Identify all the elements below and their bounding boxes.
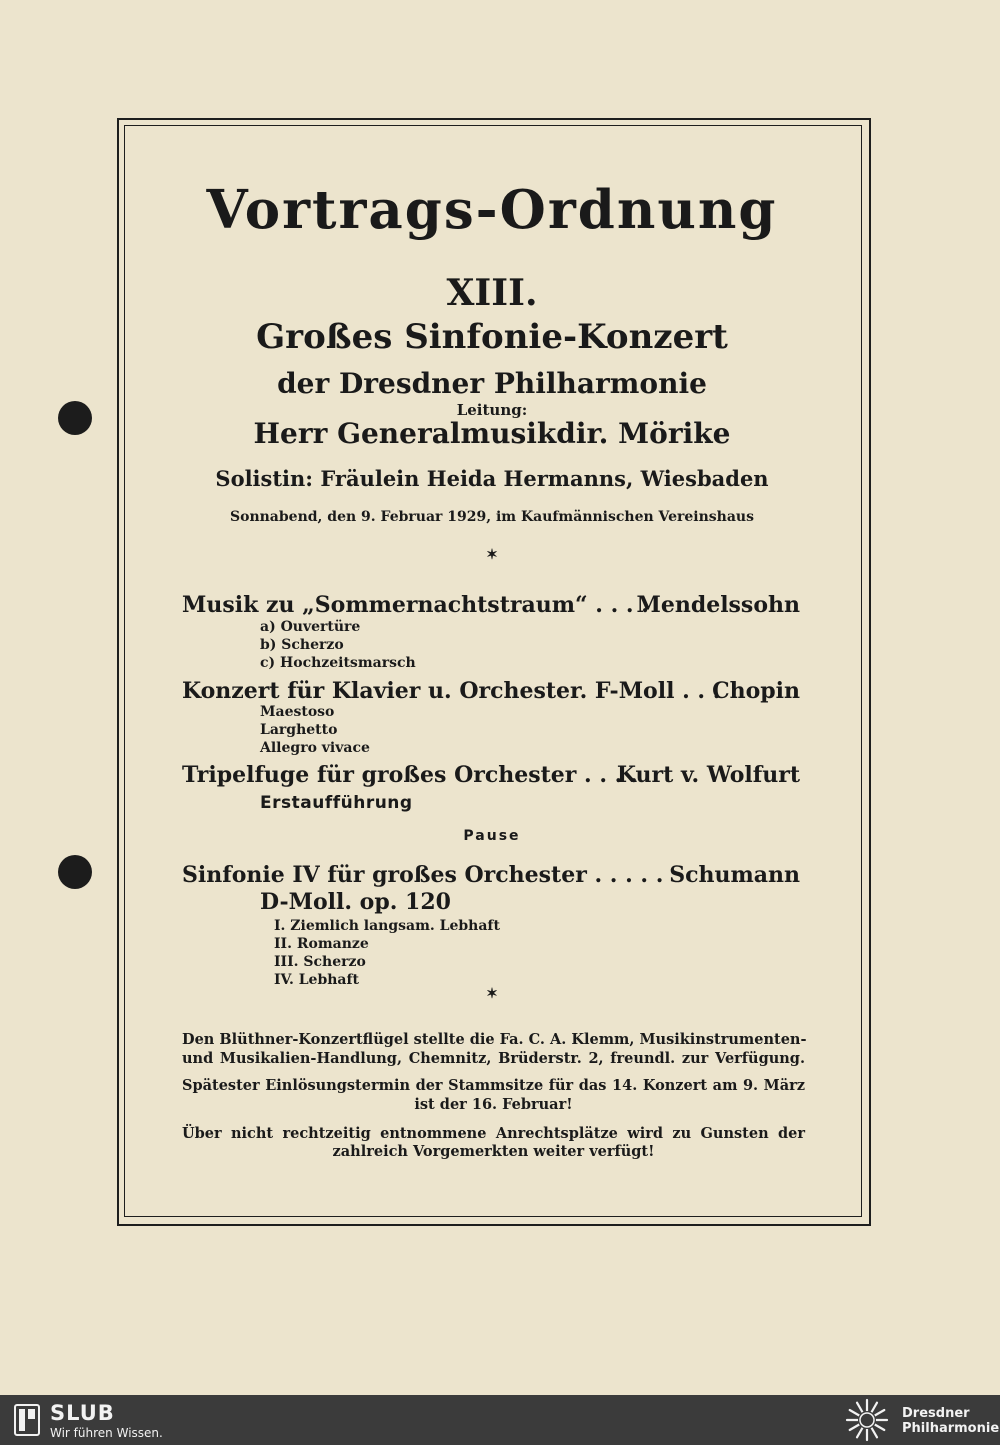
date-venue: Sonnabend, den 9. Februar 1929, im Kaufmännischen Vereinshaus xyxy=(230,509,754,525)
work-title: Musik zu „Sommernachtstraum“ . . . . xyxy=(182,592,649,618)
pause-label: Pause xyxy=(463,828,521,844)
program-title: Vortrags-Ordnung xyxy=(206,179,778,241)
punch-hole xyxy=(58,401,92,435)
separator-star: ✶ xyxy=(486,547,498,563)
movement: c) Hochzeitsmarsch xyxy=(260,655,416,671)
note-line: Über nicht rechtzeitig entnommene Anrechtsplätze wird zu Gunsten der xyxy=(182,1125,805,1142)
movement: b) Scherzo xyxy=(260,637,344,653)
note-line: zahlreich Vorgemerkten weiter verfügt! xyxy=(332,1143,655,1160)
work-subtitle: D-Moll. op. 120 xyxy=(260,889,451,915)
movement: I. Ziemlich langsam. Lebhaft xyxy=(274,918,500,934)
library-name: SLUB xyxy=(50,1401,115,1425)
note-line: ist der 16. Februar! xyxy=(414,1096,573,1113)
separator-star: ✶ xyxy=(486,986,498,1002)
note-line: Den Blüthner-Konzertflügel stellte die Fa. C. A. Klemm, Musikinstrumenten- xyxy=(182,1031,807,1048)
program-content xyxy=(126,127,858,1213)
partner-name xyxy=(902,1406,999,1436)
movement: Larghetto xyxy=(260,722,338,738)
movement: IV. Lebhaft xyxy=(274,972,359,988)
philharmonie-logo-icon xyxy=(842,1397,892,1443)
work-composer: Schumann xyxy=(669,862,800,888)
note-line: und Musikalien-Handlung, Chemnitz, Brüderstr. 2, freundl. zur Verfügung. xyxy=(182,1050,805,1067)
work-title: Tripelfuge für großes Orchester . . . . xyxy=(182,762,638,788)
library-tagline: Wir führen Wissen. xyxy=(50,1426,163,1440)
work-composer: Chopin xyxy=(712,678,800,704)
orchestra-name: der Dresdner Philharmonie xyxy=(277,367,707,400)
concert-name: Großes Sinfonie-Konzert xyxy=(256,317,728,357)
partner-name-line: Philharmonie xyxy=(902,1421,1000,1436)
movement: Maestoso xyxy=(260,704,335,720)
partner-name-line: Dresdner xyxy=(902,1406,970,1421)
premiere-label: Erstaufführung xyxy=(260,793,413,813)
note-line: Spätester Einlösungstermin der Stammsitze für das 14. Konzert am 9. März xyxy=(182,1077,805,1094)
viewer-footer xyxy=(0,1395,1000,1445)
work-composer: Mendelssohn xyxy=(636,592,800,618)
conductor-name: Herr Generalmusikdir. Mörike xyxy=(253,417,731,450)
work-composer: Kurt v. Wolfurt xyxy=(616,762,800,788)
movement: III. Scherzo xyxy=(274,954,366,970)
slub-logo-icon xyxy=(14,1404,40,1436)
direction-label: Leitung: xyxy=(456,401,528,419)
movement: Allegro vivace xyxy=(260,740,370,756)
soloist: Solistin: Fräulein Heida Hermanns, Wiesbaden xyxy=(215,466,769,491)
work-title: Sinfonie IV für großes Orchester . . . . . xyxy=(182,862,664,888)
work-title: Konzert für Klavier u. Orchester. F-Moll . . . xyxy=(182,678,721,704)
movement: II. Romanze xyxy=(274,936,369,952)
punch-hole xyxy=(58,855,92,889)
movement: a) Ouvertüre xyxy=(260,619,361,635)
concert-number: XIII. xyxy=(446,272,538,314)
